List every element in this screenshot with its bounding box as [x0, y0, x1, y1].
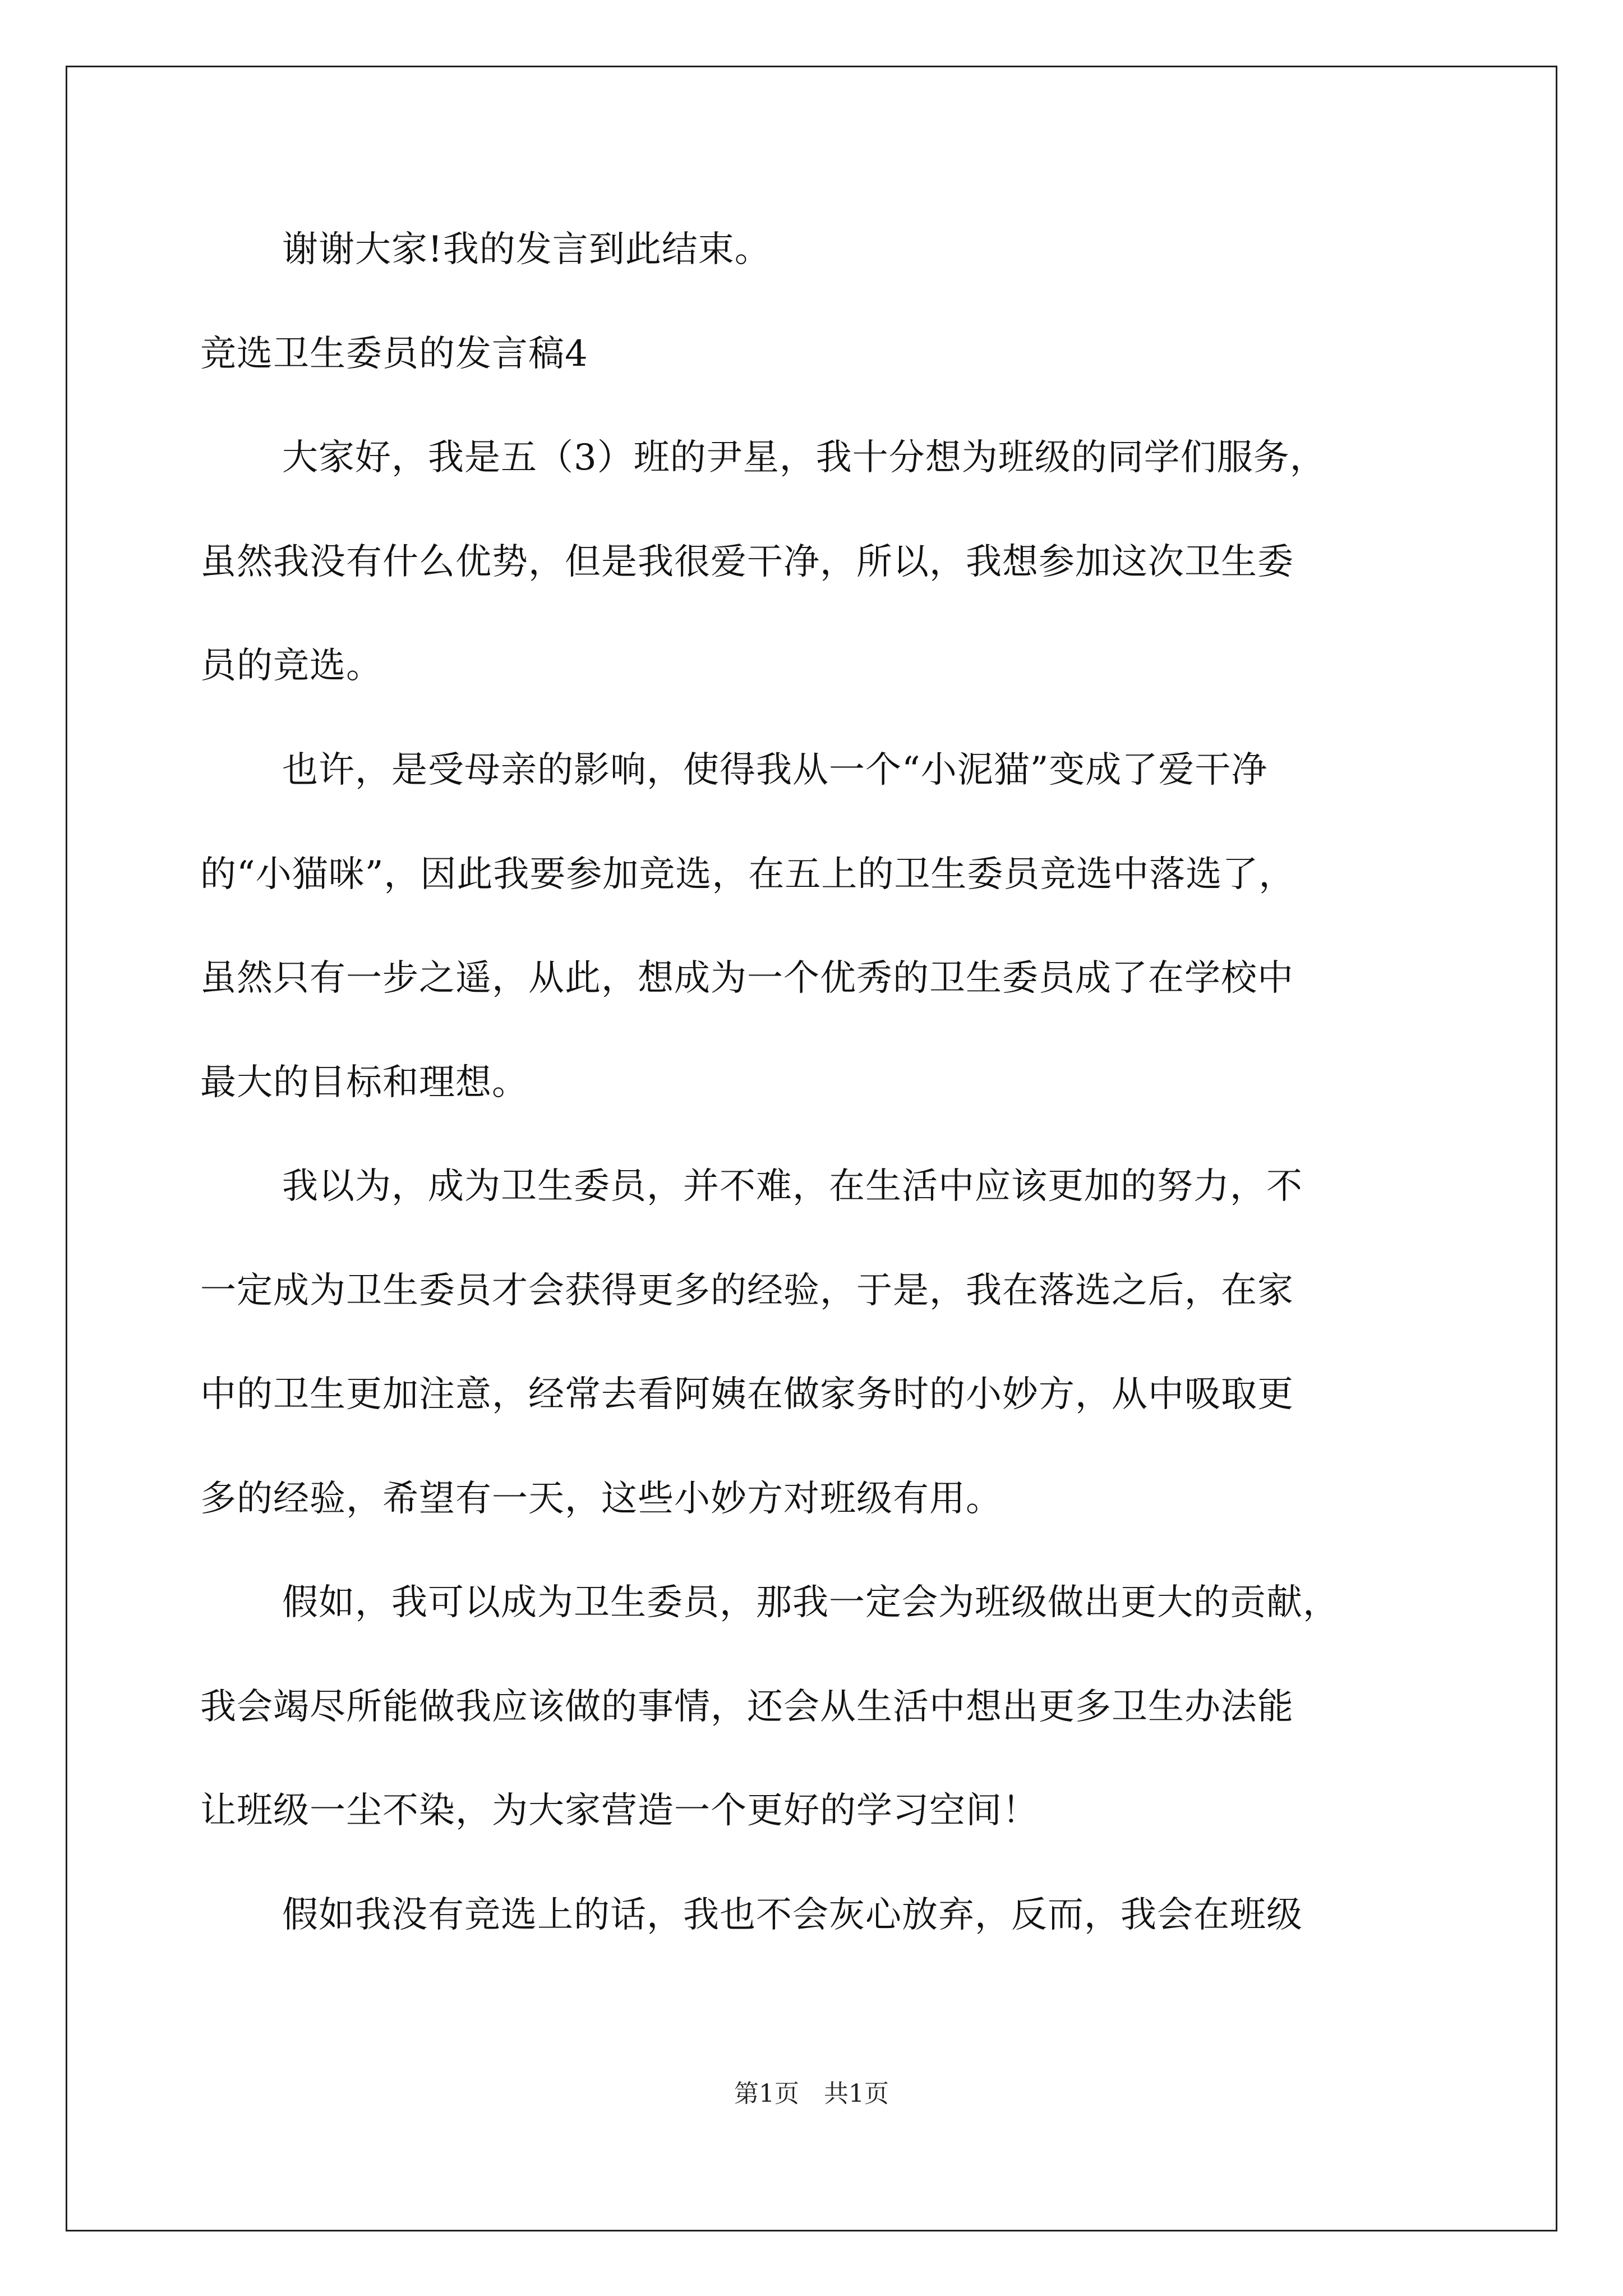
paragraph-1-line-3: 员的竞选。 — [200, 645, 382, 687]
paragraph-4-line-2: 我会竭尽所能做我应该做的事情，还会从生活中想出更多卫生办法能 — [200, 1686, 1294, 1728]
paragraph-4-line-3: 让班级一尘不染，为大家营造一个更好的学习空间！ — [200, 1790, 1039, 1832]
paragraph-2-line-3: 虽然只有一步之遥，从此，想成为一个优秀的卫生委员成了在学校中 — [200, 958, 1294, 999]
paragraph-1-line-1: 大家好，我是五（3）班的尹星，我十分想为班级的同学们服务， — [282, 437, 1326, 478]
paragraph-2-line-1: 也许，是受母亲的影响，使得我从一个“小泥猫”变成了爱干净 — [282, 749, 1268, 791]
paragraph-3-line-2: 一定成为卫生委员才会获得更多的经验，于是，我在落选之后，在家 — [200, 1270, 1294, 1312]
paragraph-2-line-2: 的“小猫咪”，因此我要参加竞选，在五上的卫生委员竞选中落选了， — [200, 854, 1295, 895]
section-title: 竞选卫生委员的发言稿4 — [200, 333, 588, 375]
page-footer: 第1页 共1页 — [734, 2079, 889, 2108]
paragraph-3-line-4: 多的经验，希望有一天，这些小妙方对班级有用。 — [200, 1478, 1002, 1520]
paragraph-5-line-1: 假如我没有竞选上的话，我也不会灰心放弃，反而，我会在班级 — [282, 1894, 1303, 1936]
paragraph-2-line-4: 最大的目标和理想。 — [200, 1062, 528, 1103]
paragraph-1-line-2: 虽然我没有什么优势，但是我很爱干净，所以，我想参加这次卫生委 — [200, 541, 1294, 583]
closing-line: 谢谢大家!我的发言到此结束。 — [282, 229, 771, 270]
paragraph-3-line-1: 我以为，成为卫生委员，并不难，在生活中应该更加的努力，不 — [282, 1166, 1303, 1207]
paragraph-4-line-1: 假如，我可以成为卫生委员，那我一定会为班级做出更大的贡献， — [282, 1582, 1339, 1623]
paragraph-3-line-3: 中的卫生更加注意，经常去看阿姨在做家务时的小妙方，从中吸取更 — [200, 1374, 1294, 1415]
